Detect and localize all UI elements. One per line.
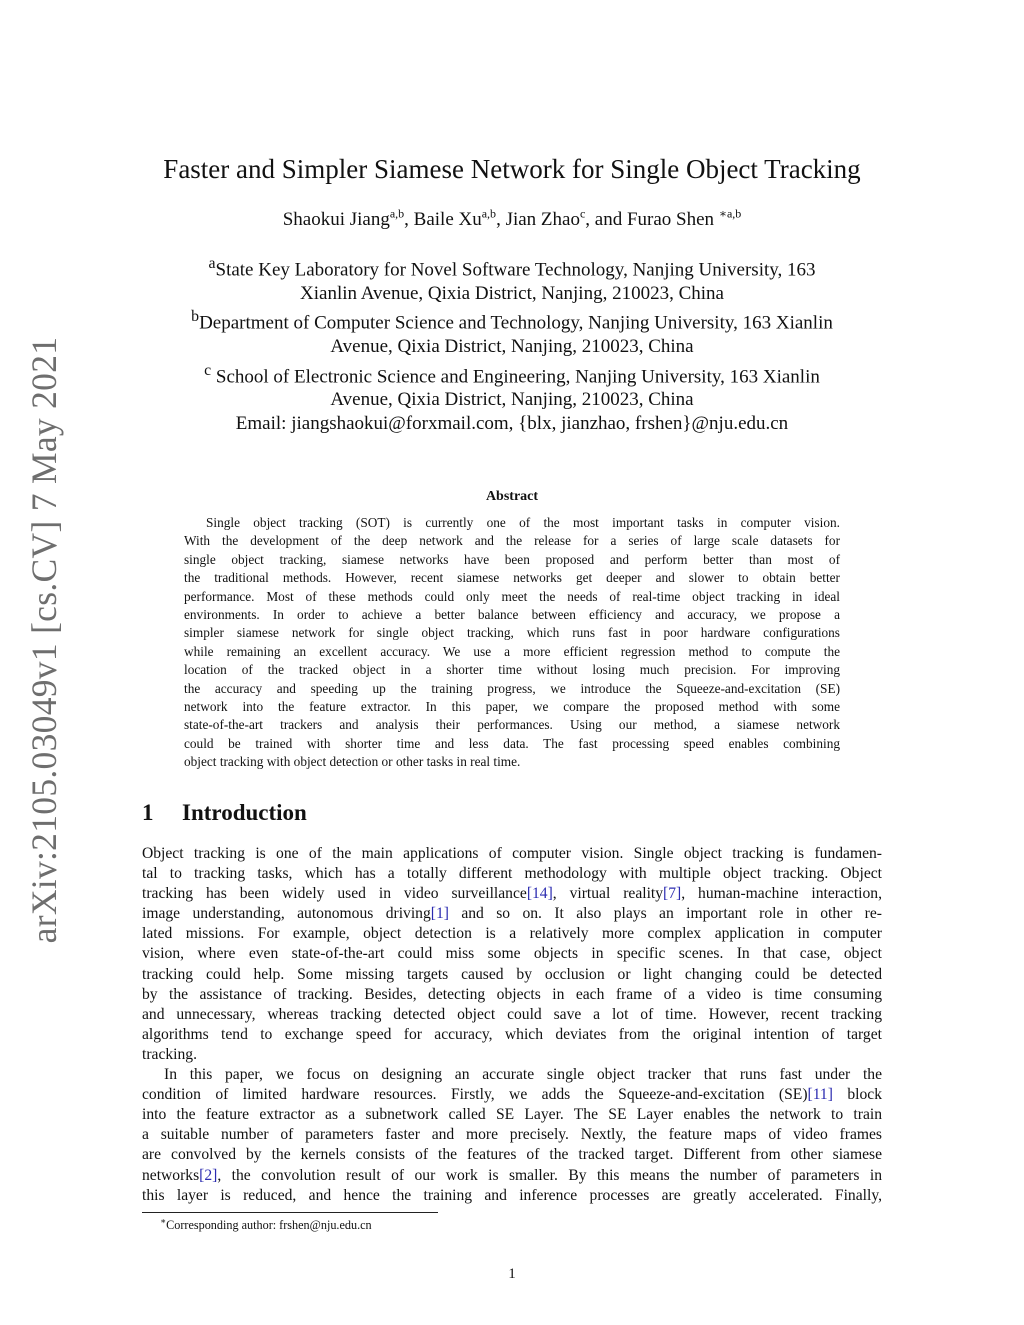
citation-link[interactable]: [1] [430, 905, 449, 923]
author-name: Jian Zhao [505, 209, 580, 230]
author-separator: , [404, 209, 414, 230]
section-heading-introduction [142, 800, 307, 826]
abstract-line: while remaining an excellent accuracy. We use a more efficient regression method to compute the [184, 643, 840, 659]
body-line [142, 944, 882, 964]
arxiv-identifier-stamp: arXiv:2105.03049v1 [cs.CV] 7 May 2021 [24, 336, 64, 944]
page-number: 1 [508, 1266, 516, 1282]
author-affiliation-mark: a,b [481, 206, 497, 221]
citation-link[interactable]: [11] [807, 1086, 833, 1104]
body-text-run: into the feature extractor as a subnetwork called SE Layer. The SE Layer enables the network to train [142, 1106, 882, 1124]
author-name: Furao Shen [626, 209, 715, 230]
footnote-mark: ∗ [160, 1216, 167, 1226]
abstract-line: the accuracy and speeding up the training progress, we introduce the Squeeze-and-excitation (SE) [184, 680, 840, 696]
abstract-line: Single object tracking (SOT) is currently one of the most important tasks in computer vision. [206, 515, 840, 530]
body-text-run: lated missions. For example, object detection is a relatively more complex application in computer [142, 925, 882, 943]
body-text-run: In this paper, we focus on designing an accurate single object tracker that runs fast under the [164, 1066, 882, 1084]
body-text-run: block [832, 1086, 882, 1104]
affiliation-line: Xianlin Avenue, Qixia District, Nanjing, 210023, China [300, 282, 724, 304]
citation-link[interactable]: [14] [526, 885, 553, 903]
abstract-line: environments. In order to achieve a better balance between efficiency and accuracy, we propose a [184, 607, 840, 623]
body-text-run: condition of limited hardware resources. Firstly, we adds the Squeeze-and-excitation (SE) [142, 1086, 808, 1104]
body-line [142, 844, 882, 864]
body-line [142, 904, 882, 924]
author-list [0, 206, 1024, 231]
contact-email: Email: jiangshaokui@forxmail.com, {blx, jianzhao, frshen}@nju.edu.cn [235, 412, 789, 434]
affiliation-mark: a [208, 255, 216, 272]
body-line [142, 884, 882, 904]
affiliation-line: Avenue, Qixia District, Nanjing, 210023, China [330, 389, 694, 411]
affiliations [142, 252, 882, 435]
body-text-run: a suitable number of parameters faster and more precisely. Nextly, the feature maps of video frames [142, 1126, 882, 1144]
abstract-line: performance. Most of these methods could only meet the needs of real-time object tracking in ideal [184, 588, 840, 604]
abstract-line: network into the feature extractor. In this paper, we compare the proposed method with some [184, 699, 840, 715]
body-text-run: vision, where even state-of-the-art could miss some objects in specific scenes. In that case, object [142, 945, 882, 963]
body-text-run: tal to tracking tasks, which has a totally different methodology with multiple object tracking. Object [142, 865, 882, 883]
author-affiliation-mark: c [579, 206, 586, 221]
body-text-run: and unnecessary, whereas tracking detected object could save a lot of time. However, recent tracking [142, 1005, 882, 1023]
affiliation-mark: b [191, 308, 200, 326]
body-text-run: are convolved by the kernels consists of the features of the tracked target. Different from other siamese [142, 1146, 882, 1164]
affiliation-line: Avenue, Qixia District, Nanjing, 210023, China [330, 336, 694, 358]
body-text-run: , human-machine interaction, [681, 885, 882, 903]
affiliation-line: $^a$State Key Laboratory for Novel Software Technology, Nanjing University, 163 [208, 255, 816, 281]
body-text-run: , the convolution result of our work is smaller. By this means the number of parameters in [217, 1166, 882, 1184]
abstract-text [184, 514, 840, 772]
body-text-run: networks [142, 1166, 200, 1184]
body-line [142, 924, 882, 944]
body-line [142, 1105, 882, 1125]
body-text-run: by the assistance of tracking. Besides, detecting objects in each frame of a video is time consuming [142, 985, 882, 1003]
body-text-run: , virtual reality [552, 885, 664, 903]
body-line [142, 965, 882, 985]
body-text-run: tracking could help. Some missing targets caused by occlusion or light changing could be detected [142, 965, 882, 983]
footnote-rule [142, 1212, 438, 1213]
abstract-line: With the development of the deep network and the release for a series of large scale datasets for [184, 533, 840, 549]
author-affiliation-mark: ∗a,b [718, 206, 742, 221]
affiliation-line: $^b$Department of Computer Science and Technology, Nanjing University, 163 Xianlin [191, 308, 833, 334]
body-line [142, 1145, 882, 1165]
author-affiliation-mark: a,b [389, 206, 405, 221]
body-text-run: tracking. [142, 1045, 197, 1063]
body-line [142, 1166, 882, 1186]
citation-link[interactable]: [2] [199, 1166, 218, 1184]
abstract-line: simpler siamese network for single object tracking, which runs fast in poor hardware configurations [184, 625, 840, 641]
section-title: Introduction [182, 800, 307, 825]
abstract-line: location of the tracked object in a shorter time without losing much precision. For improving [184, 662, 840, 678]
body-text-run: this layer is reduced, and hence the training and inference processes are greatly accelerated. Finally, [142, 1186, 882, 1204]
body-text-run: image understanding, autonomous driving [142, 905, 431, 923]
author-separator: , [496, 209, 506, 230]
author-name: Baile Xu [413, 209, 482, 230]
body-line [142, 1045, 882, 1065]
footnote [160, 1216, 372, 1233]
footnote-text: Corresponding author: frshen@nju.edu.cn [166, 1218, 372, 1233]
abstract-line: could be trained with shorter time and less data. The fast processing speed enables combining [184, 735, 840, 751]
body-line [142, 1025, 882, 1045]
author-separator: , and [585, 209, 627, 230]
body-line [142, 1085, 882, 1105]
abstract-line: the traditional methods. However, recent siamese networks get deeper and slower to obtain better [184, 570, 840, 586]
citation-link[interactable]: [7] [663, 885, 682, 903]
body-text-run: algorithms tend to exchange speed for accuracy, which deviates from the original intention of target [142, 1025, 882, 1043]
abstract-line: single object tracking, siamese networks have been proposed and perform better than most of [184, 551, 840, 567]
body-line [142, 985, 882, 1005]
body-line [142, 1065, 882, 1085]
affiliation-line: $^c$ School of Electronic Science and Engineering, Nanjing University, 163 Xianlin [204, 361, 820, 387]
abstract-line: state-of-the-art trackers and analysis their performances. Using our method, a siamese network [184, 717, 840, 733]
body-line [142, 1005, 882, 1025]
introduction-body [142, 844, 882, 1206]
body-text-run: and so on. It also plays an important role in other re- [448, 905, 882, 923]
body-line [142, 1186, 882, 1206]
section-number: 1 [142, 800, 154, 825]
body-text-run: Object tracking is one of the main applications of computer vision. Single object tracking is fundamen- [142, 845, 882, 862]
abstract-line: object tracking with object detection or other tasks in real time. [184, 754, 521, 770]
paper-title: Faster and Simpler Siamese Network for Single Object Tracking [163, 154, 861, 184]
body-line [142, 1125, 882, 1145]
body-line [142, 864, 882, 884]
abstract-heading: Abstract [485, 489, 539, 504]
affiliation-mark: c [204, 361, 212, 379]
body-text-run: tracking has been widely used in video surveillance [142, 885, 527, 903]
author-name: Shaokui Jiang [282, 209, 390, 230]
